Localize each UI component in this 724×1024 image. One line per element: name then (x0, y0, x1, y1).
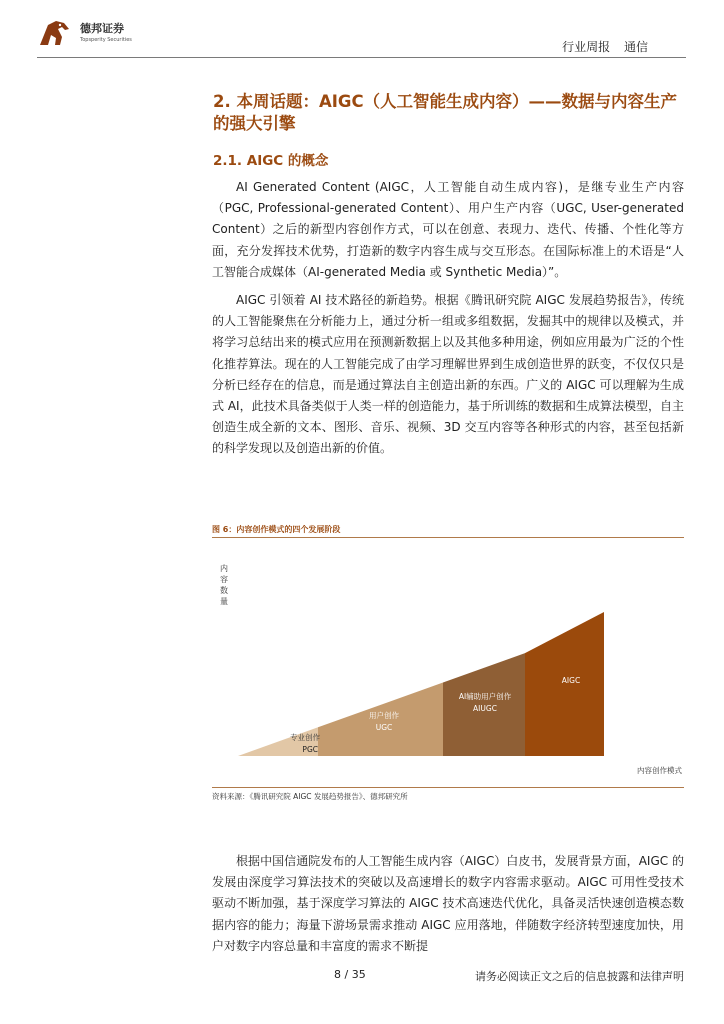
stage-label-aiugc: AI辅助用户创作 (458, 692, 512, 701)
stage-label-ugc: 用户创作 (369, 711, 399, 720)
brand-logo (38, 17, 158, 49)
stage-label-aigc: AIGC (561, 676, 581, 685)
stage-label-pgc: 专业创作 (290, 733, 320, 742)
brand-name-cn: 德邦证券 (80, 22, 124, 35)
chart-ylabel: 内容数量 (219, 564, 229, 608)
content-creation-stages-chart (212, 540, 684, 780)
figure-top-rule (212, 537, 684, 538)
figure-source: 资料来源：《腾讯研究院 AIGC 发展趋势报告》、德邦研究所 (212, 792, 408, 801)
figure-caption: 图 6：内容创作模式的四个发展阶段 (212, 525, 341, 534)
figure-bottom-rule (212, 787, 684, 788)
header-divider (37, 57, 686, 58)
stage-sub-pgc: PGC (302, 745, 318, 754)
chart-xlabel: 内容创作模式 (637, 766, 682, 775)
stage-sub-aiugc: AIUGC (473, 704, 497, 713)
stage-sub-ugc: UGC (375, 723, 393, 732)
report-category (562, 38, 648, 55)
report-sector: 通信 (623, 40, 648, 54)
paragraph-aigc-definition: AI Generated Content (AIGC，人工智能自动生成内容)，是继专业生产内容（PGC, Professional-generated Content）、用户生产内容（UGC, User-generated Content）之后的新型内容创作方式，可以在创意、表现力、迭代、传播、个性化等方面，充分发挥技术优势，打造新的数字内容生成与交互形态。在国际标准上的术语是“人工智能合成媒体（AI-generated Media 或 Synthetic Media）”。 (212, 180, 684, 279)
brand-name-en: Topsperity Securities (80, 37, 132, 43)
legal-disclaimer: 请务必阅读正文之后的信息披露和法律声明 (475, 970, 684, 983)
paragraph-aigc-trend: AIGC 引领着 AI 技术路径的新趋势。根据《腾讯研究院 AIGC 发展趋势报告》，传统的人工智能聚焦在分析能力上，通过分析一组或多组数据，发掘其中的规律以及模式，并将学习总结出来的模式应用在预测新数据上以及其他多种用途，例如应用最为广泛的个性化推荐算法。现在的人工智能完成了由学习理解世界到生成创造世界的跃变，不仅仅只是分析已经存在的信息，而是通过算法自主创造出新的东西。广义的 AIGC 可以理解为生成式 AI，此技术具备类似于人类一样的创造能力，基于所训练的数据和生成算法模型，自主创造生成全新的文本、图形、音乐、视频、3D 交互内容等各种形式的内容，甚至包括新的科学发现以及创造出新的价值。 (212, 293, 684, 456)
paragraph-aigc-background: 根据中国信通院发布的人工智能生成内容（AIGC）白皮书，发展背景方面，AIGC 的发展由深度学习算法技术的突破以及高速增长的数字内容需求驱动。AIGC 可用性受技术驱动不断加强，基于深度学习算法的 AIGC 技术高速迭代优化，具备灵活快速创造模态数据内容的能力；海量下游场景需求推动 AIGC 应用落地，伴随数字经济转型速度加快，用户对数字内容总量和丰富度的需求不断提 (212, 854, 684, 953)
subsection-title: 2.1. AIGC 的概念 (213, 153, 329, 169)
section-title: 2. 本周话题：AIGC（人工智能生成内容）——数据与内容生产的强大引擎 (213, 92, 678, 133)
page-number: 8 / 35 (334, 968, 366, 981)
report-type: 行业周报 (562, 40, 611, 54)
brand-logo-icon (38, 17, 72, 49)
